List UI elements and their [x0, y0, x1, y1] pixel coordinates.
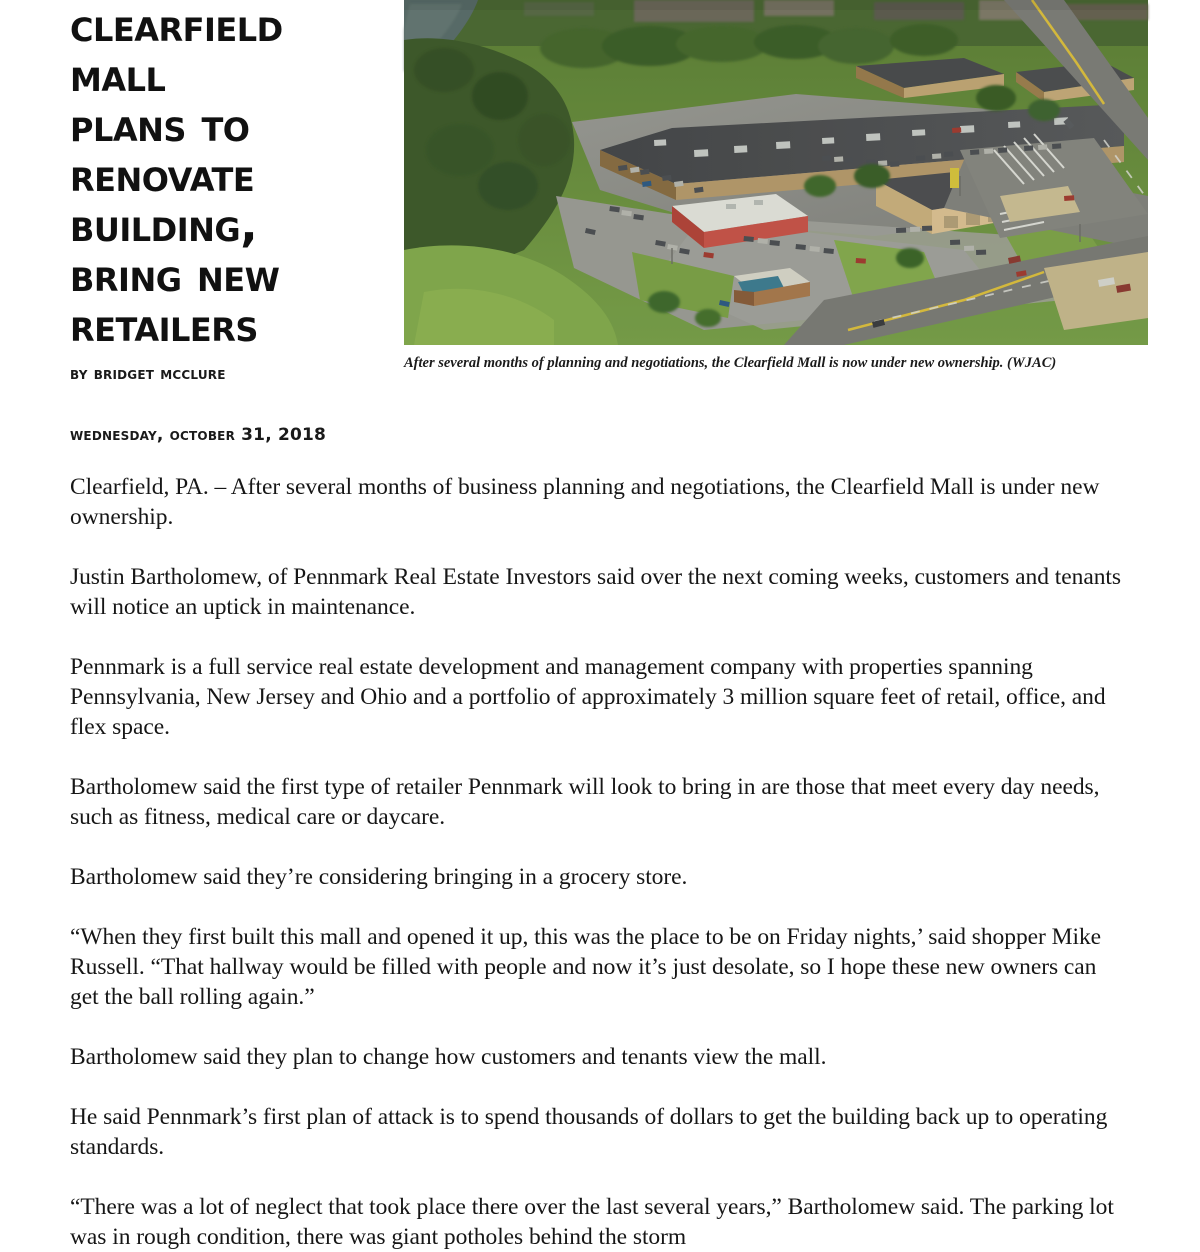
- article-paragraph: Clearfield, PA. – After several months of business planning and negotiations, the Clearfield Mall is under new ownership.: [70, 474, 1100, 530]
- photo-caption: After several months of planning and negotiations, the Clearfield Mall is now under new ownership. (WJAC): [404, 355, 1057, 371]
- headline-line: building,: [70, 198, 258, 252]
- article-paragraph: “There was a lot of neglect that took place there over the last several years,” Bartholomew said. The parking lot was in rough condition, there was giant potholes behind the storm: [70, 1194, 1114, 1250]
- byline: by bridget mcclure: [70, 364, 226, 384]
- headline-line: retailers: [70, 298, 258, 352]
- headline-line: bring new: [70, 248, 280, 302]
- headline-line: plans to: [70, 98, 250, 152]
- article-paragraph: Bartholomew said they’re considering bringing in a grocery store.: [70, 864, 688, 890]
- article-figure: [404, 0, 1148, 372]
- page-title: [70, 0, 395, 350]
- headline-line: mall: [70, 48, 166, 102]
- aerial-photo: [404, 0, 1148, 345]
- aerial-photo-image: [404, 0, 1148, 345]
- article-paragraph: He said Pennmark’s first plan of attack is to spend thousands of dollars to get the building back up to operating standards.: [70, 1104, 1108, 1160]
- article-body: [70, 472, 1130, 1252]
- article-paragraph: Pennmark is a full service real estate development and management company with properties spanning Pennsylvania, New Jersey and Ohio and a portfolio of approximately 3 million square feet of retail, office, and flex space.: [70, 654, 1106, 740]
- headline-block: [70, 0, 395, 445]
- article-paragraph: “When they first built this mall and opened it up, this was the place to be on Friday nights,’ said shopper Mike Russell. “That hallway would be filled with people and now it’s just desolate, so I hope these new owners can get the ball rolling again.”: [70, 924, 1102, 1010]
- article-paragraph: Bartholomew said they plan to change how customers and tenants view the mall.: [70, 1044, 827, 1070]
- headline-line: clearfield: [70, 0, 283, 52]
- article-paragraph: Bartholomew said the first type of retailer Pennmark will look to bring in are those that meet every day needs, such as fitness, medical care or daycare.: [70, 774, 1100, 830]
- article-paragraph: Justin Bartholomew, of Pennmark Real Estate Investors said over the next coming weeks, customers and tenants will notice an uptick in maintenance.: [70, 564, 1121, 620]
- headline-line: renovate: [70, 148, 255, 202]
- dateline: wednesday, october 31, 2018: [70, 425, 327, 445]
